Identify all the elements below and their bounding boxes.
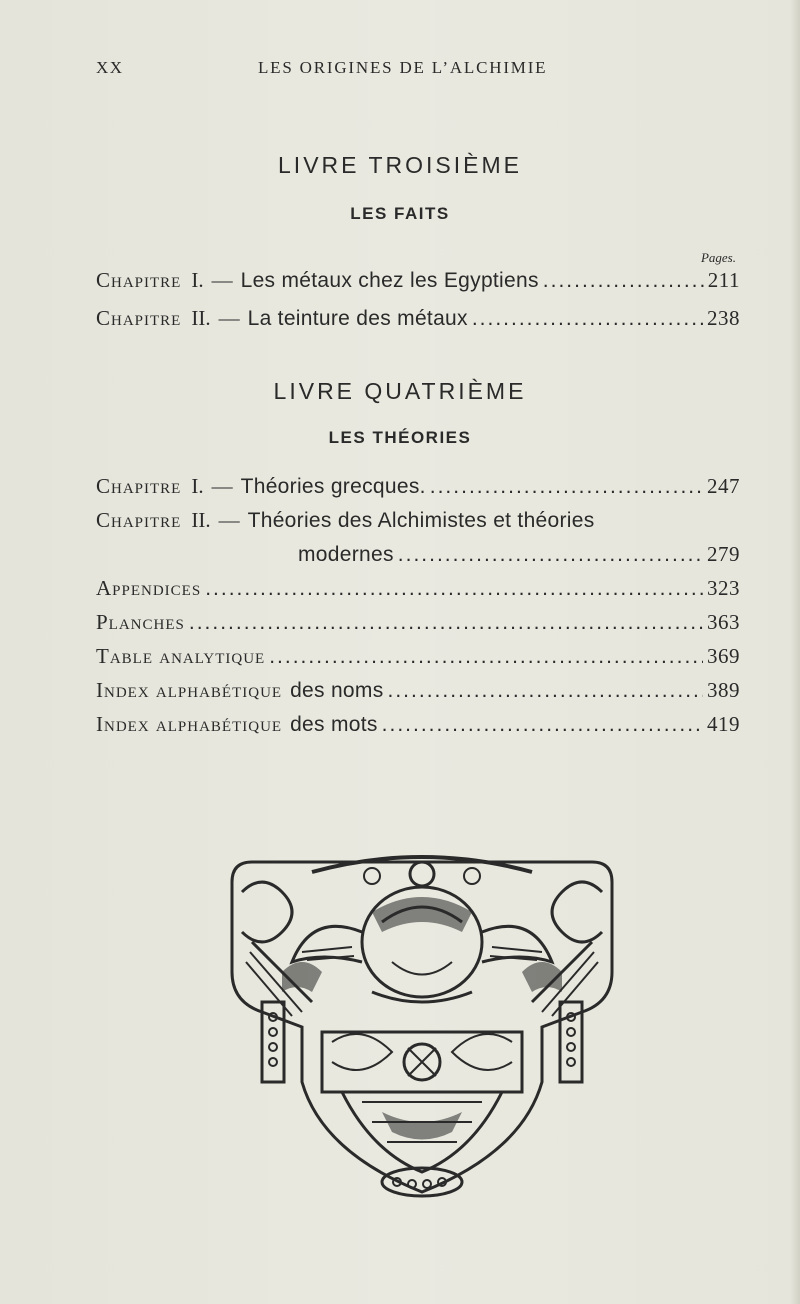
toc-entry-planches[interactable] bbox=[96, 610, 740, 640]
running-title: LES ORIGINES DE L’ALCHIMIE bbox=[258, 58, 548, 77]
toc-entry-dash: — bbox=[218, 508, 240, 532]
book3-title: LIVRE TROISIÈME bbox=[278, 152, 522, 178]
toc-entry-page: 369 bbox=[707, 644, 740, 668]
dot-leader bbox=[269, 645, 703, 669]
toc-entry-page: 211 bbox=[707, 268, 740, 292]
toc-entry-page: 389 bbox=[707, 678, 740, 702]
toc-entry-suffix: des mots bbox=[290, 713, 378, 736]
toc-entry-label: Index alphabétique bbox=[96, 678, 283, 702]
dot-leader bbox=[189, 611, 703, 635]
toc-entry-page: 323 bbox=[707, 576, 740, 600]
running-head bbox=[96, 58, 696, 82]
toc-entry-label: Index alphabétique bbox=[96, 712, 283, 736]
toc-entry[interactable] bbox=[96, 474, 740, 504]
dot-leader bbox=[430, 475, 703, 499]
toc-entry-title: La teinture des métaux bbox=[247, 307, 468, 330]
toc-entry-page: 279 bbox=[707, 542, 740, 566]
alchemical-ornament-icon bbox=[222, 852, 622, 1212]
toc-entry-number: II. bbox=[191, 508, 211, 532]
toc-entry-number: I. bbox=[191, 474, 204, 498]
toc-entry-dash: — bbox=[211, 474, 233, 498]
toc-entry-table-analytique[interactable] bbox=[96, 644, 740, 674]
toc-entry-page: 238 bbox=[707, 306, 740, 330]
toc-entry-label: Chapitre bbox=[96, 306, 182, 330]
toc-entry-label: Chapitre bbox=[96, 474, 182, 498]
book4-subtitle: LES THÉORIES bbox=[328, 428, 472, 447]
toc-entry-title: Les métaux chez les Egyptiens bbox=[240, 269, 539, 292]
toc-entry[interactable] bbox=[96, 306, 740, 336]
toc-entry-dash: — bbox=[211, 268, 233, 292]
toc-entry-label: Table analytique bbox=[96, 644, 266, 668]
toc-entry-dash: — bbox=[218, 306, 240, 330]
dot-leader bbox=[472, 307, 703, 331]
toc-entry-continuation[interactable] bbox=[298, 542, 740, 572]
toc-entry[interactable] bbox=[96, 508, 740, 538]
page-number: XX bbox=[96, 58, 124, 77]
toc-entry-page: 363 bbox=[707, 610, 740, 634]
toc-entry-page: 247 bbox=[707, 474, 740, 498]
toc-entry[interactable] bbox=[96, 268, 740, 298]
toc-entry-suffix: des noms bbox=[290, 679, 384, 702]
toc-entry-label: Chapitre bbox=[96, 508, 182, 532]
dot-leader bbox=[543, 269, 704, 293]
toc-entry-number: II. bbox=[191, 306, 211, 330]
toc-entry-label: Chapitre bbox=[96, 268, 182, 292]
toc-entry-label: Appendices bbox=[96, 576, 202, 600]
dot-leader bbox=[398, 543, 703, 567]
toc-entry-label: Planches bbox=[96, 610, 185, 634]
page-edge-shadow bbox=[790, 0, 800, 1304]
toc-entry-index-mots[interactable] bbox=[96, 712, 740, 742]
toc-entry-title: Théories grecques. bbox=[240, 475, 426, 498]
toc-entry-index-noms[interactable] bbox=[96, 678, 740, 708]
toc-entry-number: I. bbox=[191, 268, 204, 292]
dot-leader bbox=[382, 713, 703, 737]
toc-entry-title-continued: modernes bbox=[298, 543, 394, 566]
book3-subtitle: LES FAITS bbox=[350, 204, 450, 223]
toc-entry-title: Théories des Alchimistes et théories bbox=[247, 509, 595, 532]
toc-entry-page: 419 bbox=[707, 712, 740, 736]
pages-column-label: Pages. bbox=[700, 250, 736, 265]
book4-title: LIVRE QUATRIÈME bbox=[273, 378, 527, 404]
dot-leader bbox=[388, 679, 703, 703]
dot-leader bbox=[205, 577, 703, 601]
toc-entry-appendices[interactable] bbox=[96, 576, 740, 606]
